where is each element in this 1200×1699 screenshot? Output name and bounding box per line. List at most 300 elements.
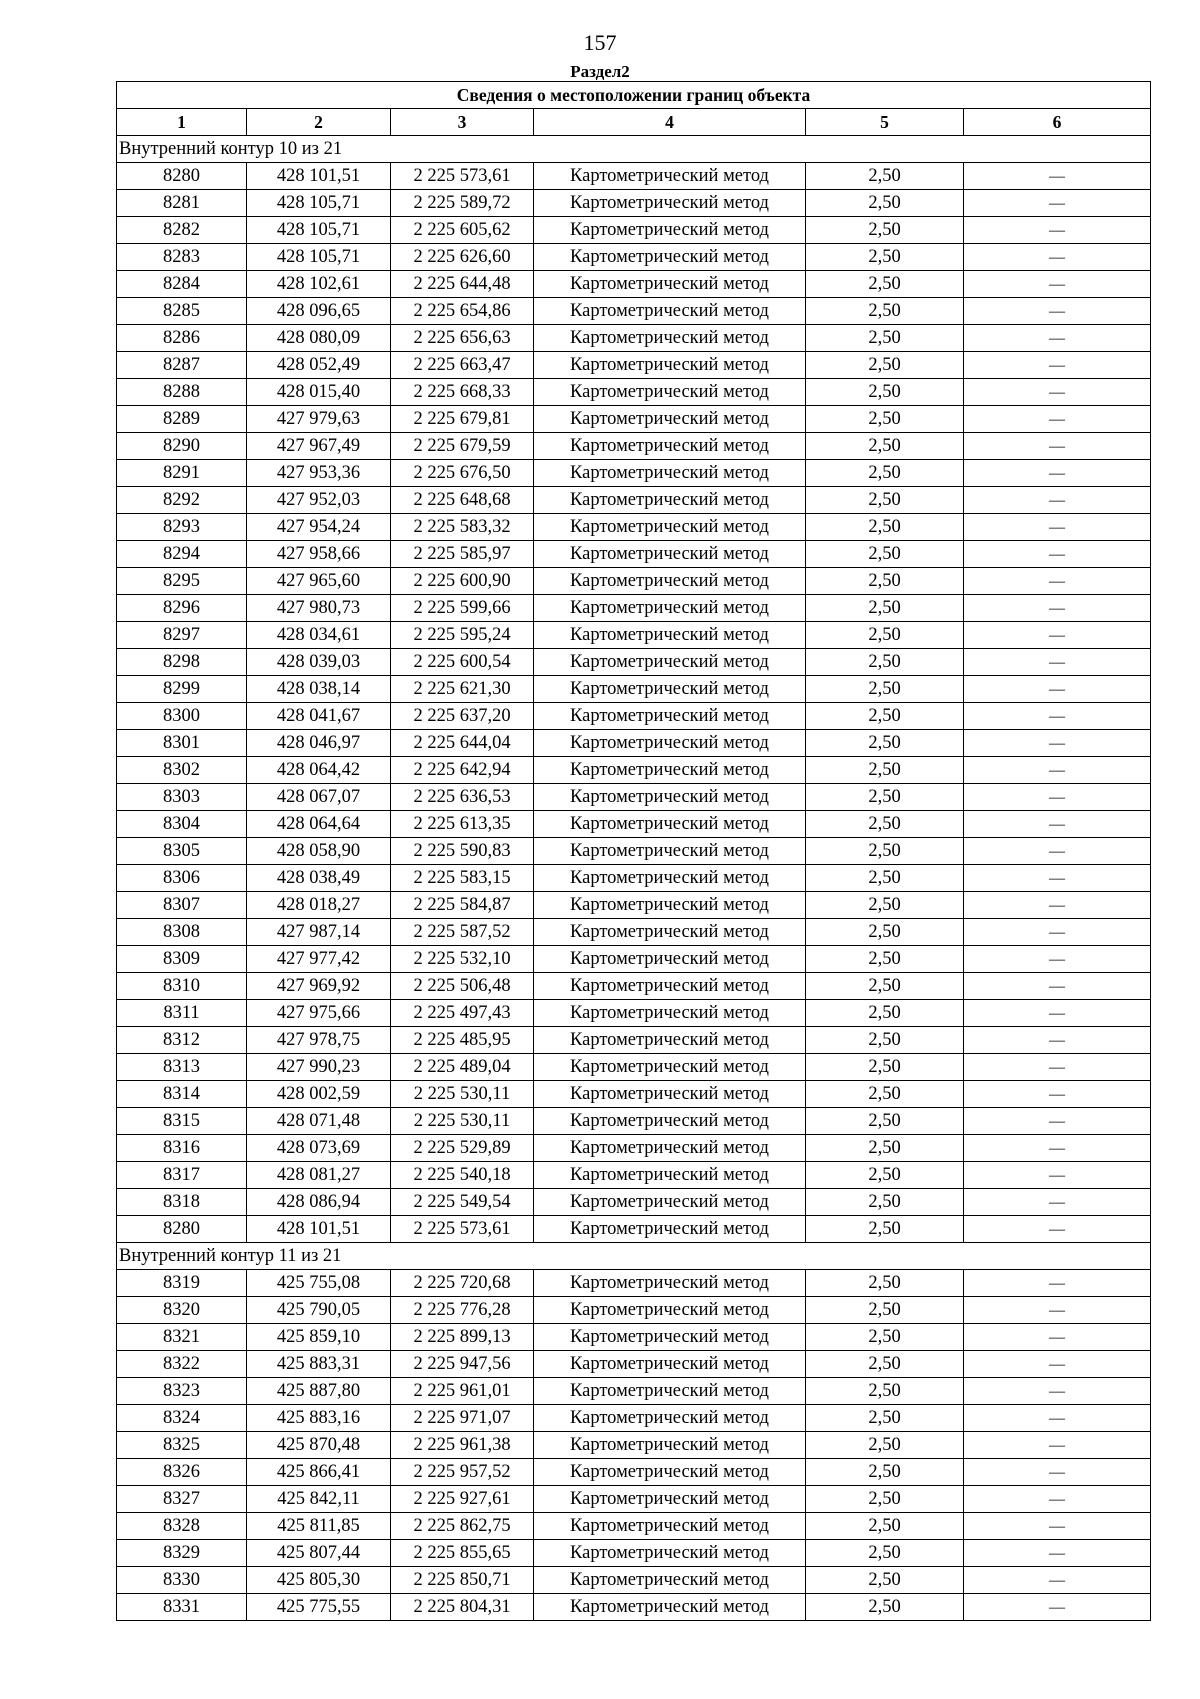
column-number: 1 xyxy=(117,109,247,136)
y-coordinate-cell: 2 225 961,01 xyxy=(391,1378,534,1405)
description-cell: — xyxy=(964,352,1151,379)
x-coordinate-cell: 425 842,11 xyxy=(247,1486,391,1513)
x-coordinate-cell: 428 105,71 xyxy=(247,217,391,244)
y-coordinate-cell: 2 225 804,31 xyxy=(391,1594,534,1621)
accuracy-cell: 2,50 xyxy=(806,622,964,649)
description-cell: — xyxy=(964,838,1151,865)
table-row xyxy=(117,406,1151,433)
y-coordinate-cell: 2 225 679,81 xyxy=(391,406,534,433)
description-cell: — xyxy=(964,1081,1151,1108)
accuracy-cell: 2,50 xyxy=(806,1000,964,1027)
method-cell: Картометрический метод xyxy=(534,1405,806,1432)
table-row xyxy=(117,1459,1151,1486)
x-coordinate-cell: 425 866,41 xyxy=(247,1459,391,1486)
y-coordinate-cell: 2 225 540,18 xyxy=(391,1162,534,1189)
method-cell: Картометрический метод xyxy=(534,1432,806,1459)
point-number-cell: 8285 xyxy=(117,298,247,325)
table-row xyxy=(117,1054,1151,1081)
description-cell: — xyxy=(964,190,1151,217)
table-row xyxy=(117,352,1151,379)
x-coordinate-cell: 428 067,07 xyxy=(247,784,391,811)
description-cell: — xyxy=(964,433,1151,460)
table-row xyxy=(117,271,1151,298)
description-cell: — xyxy=(964,1540,1151,1567)
y-coordinate-cell: 2 225 637,20 xyxy=(391,703,534,730)
method-cell: Картометрический метод xyxy=(534,1459,806,1486)
y-coordinate-cell: 2 225 656,63 xyxy=(391,325,534,352)
y-coordinate-cell: 2 225 529,89 xyxy=(391,1135,534,1162)
method-cell: Картометрический метод xyxy=(534,1513,806,1540)
point-number-cell: 8287 xyxy=(117,352,247,379)
point-number-cell: 8326 xyxy=(117,1459,247,1486)
point-number-cell: 8308 xyxy=(117,919,247,946)
method-cell: Картометрический метод xyxy=(534,514,806,541)
table-row xyxy=(117,757,1151,784)
description-cell: — xyxy=(964,406,1151,433)
description-cell: — xyxy=(964,1432,1151,1459)
table-row xyxy=(117,1567,1151,1594)
accuracy-cell: 2,50 xyxy=(806,946,964,973)
y-coordinate-cell: 2 225 636,53 xyxy=(391,784,534,811)
table-row xyxy=(117,1135,1151,1162)
method-cell: Картометрический метод xyxy=(534,325,806,352)
boundary-coordinates-table xyxy=(116,81,1151,1621)
description-cell: — xyxy=(964,325,1151,352)
table-row xyxy=(117,838,1151,865)
description-cell: — xyxy=(964,298,1151,325)
point-number-cell: 8299 xyxy=(117,676,247,703)
description-cell: — xyxy=(964,244,1151,271)
point-number-cell: 8325 xyxy=(117,1432,247,1459)
point-number-cell: 8290 xyxy=(117,433,247,460)
y-coordinate-cell: 2 225 621,30 xyxy=(391,676,534,703)
y-coordinate-cell: 2 225 585,97 xyxy=(391,541,534,568)
description-cell: — xyxy=(964,217,1151,244)
point-number-cell: 8292 xyxy=(117,487,247,514)
accuracy-cell: 2,50 xyxy=(806,1351,964,1378)
y-coordinate-cell: 2 225 600,54 xyxy=(391,649,534,676)
point-number-cell: 8284 xyxy=(117,271,247,298)
table-row xyxy=(117,703,1151,730)
table-row xyxy=(117,676,1151,703)
y-coordinate-cell: 2 225 584,87 xyxy=(391,892,534,919)
y-coordinate-cell: 2 225 927,61 xyxy=(391,1486,534,1513)
table-row xyxy=(117,649,1151,676)
table-row xyxy=(117,865,1151,892)
x-coordinate-cell: 428 064,42 xyxy=(247,757,391,784)
table-row xyxy=(117,973,1151,1000)
accuracy-cell: 2,50 xyxy=(806,973,964,1000)
y-coordinate-cell: 2 225 583,15 xyxy=(391,865,534,892)
accuracy-cell: 2,50 xyxy=(806,1378,964,1405)
method-cell: Картометрический метод xyxy=(534,433,806,460)
table-row xyxy=(117,298,1151,325)
method-cell: Картометрический метод xyxy=(534,811,806,838)
method-cell: Картометрический метод xyxy=(534,271,806,298)
method-cell: Картометрический метод xyxy=(534,676,806,703)
method-cell: Картометрический метод xyxy=(534,352,806,379)
point-number-cell: 8324 xyxy=(117,1405,247,1432)
table-row xyxy=(117,1540,1151,1567)
accuracy-cell: 2,50 xyxy=(806,892,964,919)
x-coordinate-cell: 428 018,27 xyxy=(247,892,391,919)
method-cell: Картометрический метод xyxy=(534,838,806,865)
point-number-cell: 8309 xyxy=(117,946,247,973)
method-cell: Картометрический метод xyxy=(534,865,806,892)
accuracy-cell: 2,50 xyxy=(806,298,964,325)
x-coordinate-cell: 427 980,73 xyxy=(247,595,391,622)
table-row xyxy=(117,595,1151,622)
column-number-row xyxy=(117,109,1151,136)
accuracy-cell: 2,50 xyxy=(806,1162,964,1189)
point-number-cell: 8280 xyxy=(117,1216,247,1243)
description-cell: — xyxy=(964,1000,1151,1027)
table-row xyxy=(117,1108,1151,1135)
method-cell: Картометрический метод xyxy=(534,1054,806,1081)
accuracy-cell: 2,50 xyxy=(806,1540,964,1567)
point-number-cell: 8293 xyxy=(117,514,247,541)
x-coordinate-cell: 428 015,40 xyxy=(247,379,391,406)
table-body xyxy=(117,136,1151,1621)
table-row xyxy=(117,1405,1151,1432)
y-coordinate-cell: 2 225 485,95 xyxy=(391,1027,534,1054)
y-coordinate-cell: 2 225 668,33 xyxy=(391,379,534,406)
method-cell: Картометрический метод xyxy=(534,487,806,514)
x-coordinate-cell: 425 755,08 xyxy=(247,1270,391,1297)
accuracy-cell: 2,50 xyxy=(806,1405,964,1432)
y-coordinate-cell: 2 225 957,52 xyxy=(391,1459,534,1486)
accuracy-cell: 2,50 xyxy=(806,1081,964,1108)
description-cell: — xyxy=(964,1189,1151,1216)
description-cell: — xyxy=(964,460,1151,487)
description-cell: — xyxy=(964,757,1151,784)
accuracy-cell: 2,50 xyxy=(806,325,964,352)
accuracy-cell: 2,50 xyxy=(806,1486,964,1513)
description-cell: — xyxy=(964,379,1151,406)
table-row xyxy=(117,379,1151,406)
y-coordinate-cell: 2 225 648,68 xyxy=(391,487,534,514)
y-coordinate-cell: 2 225 971,07 xyxy=(391,1405,534,1432)
point-number-cell: 8307 xyxy=(117,892,247,919)
y-coordinate-cell: 2 225 626,60 xyxy=(391,244,534,271)
description-cell: — xyxy=(964,973,1151,1000)
method-cell: Картометрический метод xyxy=(534,649,806,676)
point-number-cell: 8289 xyxy=(117,406,247,433)
table-row xyxy=(117,730,1151,757)
y-coordinate-cell: 2 225 549,54 xyxy=(391,1189,534,1216)
point-number-cell: 8318 xyxy=(117,1189,247,1216)
method-cell: Картометрический метод xyxy=(534,1567,806,1594)
y-coordinate-cell: 2 225 850,71 xyxy=(391,1567,534,1594)
accuracy-cell: 2,50 xyxy=(806,271,964,298)
table-row xyxy=(117,190,1151,217)
point-number-cell: 8301 xyxy=(117,730,247,757)
x-coordinate-cell: 428 086,94 xyxy=(247,1189,391,1216)
x-coordinate-cell: 425 859,10 xyxy=(247,1324,391,1351)
description-cell: — xyxy=(964,892,1151,919)
description-cell: — xyxy=(964,784,1151,811)
x-coordinate-cell: 427 969,92 xyxy=(247,973,391,1000)
accuracy-cell: 2,50 xyxy=(806,1567,964,1594)
table-row xyxy=(117,784,1151,811)
table-row xyxy=(117,892,1151,919)
description-cell: — xyxy=(964,1270,1151,1297)
description-cell: — xyxy=(964,1054,1151,1081)
method-cell: Картометрический метод xyxy=(534,1594,806,1621)
y-coordinate-cell: 2 225 595,24 xyxy=(391,622,534,649)
method-cell: Картометрический метод xyxy=(534,892,806,919)
accuracy-cell: 2,50 xyxy=(806,1027,964,1054)
accuracy-cell: 2,50 xyxy=(806,919,964,946)
point-number-cell: 8300 xyxy=(117,703,247,730)
description-cell: — xyxy=(964,1513,1151,1540)
accuracy-cell: 2,50 xyxy=(806,1189,964,1216)
y-coordinate-cell: 2 225 599,66 xyxy=(391,595,534,622)
table-row xyxy=(117,1324,1151,1351)
description-cell: — xyxy=(964,541,1151,568)
table-row xyxy=(117,1081,1151,1108)
description-cell: — xyxy=(964,1324,1151,1351)
accuracy-cell: 2,50 xyxy=(806,1513,964,1540)
x-coordinate-cell: 428 064,64 xyxy=(247,811,391,838)
table-row xyxy=(117,1594,1151,1621)
table-row xyxy=(117,433,1151,460)
description-cell: — xyxy=(964,1459,1151,1486)
method-cell: Картометрический метод xyxy=(534,244,806,271)
y-coordinate-cell: 2 225 506,48 xyxy=(391,973,534,1000)
point-number-cell: 8321 xyxy=(117,1324,247,1351)
description-cell: — xyxy=(964,1594,1151,1621)
description-cell: — xyxy=(964,595,1151,622)
point-number-cell: 8316 xyxy=(117,1135,247,1162)
x-coordinate-cell: 428 034,61 xyxy=(247,622,391,649)
description-cell: — xyxy=(964,1351,1151,1378)
x-coordinate-cell: 428 002,59 xyxy=(247,1081,391,1108)
accuracy-cell: 2,50 xyxy=(806,595,964,622)
description-cell: — xyxy=(964,271,1151,298)
y-coordinate-cell: 2 225 663,47 xyxy=(391,352,534,379)
description-cell: — xyxy=(964,1486,1151,1513)
method-cell: Картометрический метод xyxy=(534,460,806,487)
x-coordinate-cell: 425 883,31 xyxy=(247,1351,391,1378)
table-row xyxy=(117,1351,1151,1378)
y-coordinate-cell: 2 225 947,56 xyxy=(391,1351,534,1378)
accuracy-cell: 2,50 xyxy=(806,163,964,190)
x-coordinate-cell: 425 805,30 xyxy=(247,1567,391,1594)
accuracy-cell: 2,50 xyxy=(806,487,964,514)
method-cell: Картометрический метод xyxy=(534,1000,806,1027)
x-coordinate-cell: 428 058,90 xyxy=(247,838,391,865)
table-row xyxy=(117,460,1151,487)
x-coordinate-cell: 428 081,27 xyxy=(247,1162,391,1189)
accuracy-cell: 2,50 xyxy=(806,811,964,838)
x-coordinate-cell: 428 071,48 xyxy=(247,1108,391,1135)
method-cell: Картометрический метод xyxy=(534,1135,806,1162)
description-cell: — xyxy=(964,1135,1151,1162)
y-coordinate-cell: 2 225 679,59 xyxy=(391,433,534,460)
y-coordinate-cell: 2 225 587,52 xyxy=(391,919,534,946)
y-coordinate-cell: 2 225 654,86 xyxy=(391,298,534,325)
accuracy-cell: 2,50 xyxy=(806,1297,964,1324)
point-number-cell: 8329 xyxy=(117,1540,247,1567)
y-coordinate-cell: 2 225 644,48 xyxy=(391,271,534,298)
point-number-cell: 8304 xyxy=(117,811,247,838)
x-coordinate-cell: 427 953,36 xyxy=(247,460,391,487)
x-coordinate-cell: 425 775,55 xyxy=(247,1594,391,1621)
description-cell: — xyxy=(964,568,1151,595)
point-number-cell: 8282 xyxy=(117,217,247,244)
description-cell: — xyxy=(964,622,1151,649)
column-number: 2 xyxy=(247,109,391,136)
y-coordinate-cell: 2 225 676,50 xyxy=(391,460,534,487)
description-cell: — xyxy=(964,676,1151,703)
description-cell: — xyxy=(964,514,1151,541)
y-coordinate-cell: 2 225 497,43 xyxy=(391,1000,534,1027)
x-coordinate-cell: 427 990,23 xyxy=(247,1054,391,1081)
point-number-cell: 8288 xyxy=(117,379,247,406)
y-coordinate-cell: 2 225 862,75 xyxy=(391,1513,534,1540)
y-coordinate-cell: 2 225 613,35 xyxy=(391,811,534,838)
method-cell: Картометрический метод xyxy=(534,946,806,973)
accuracy-cell: 2,50 xyxy=(806,1054,964,1081)
method-cell: Картометрический метод xyxy=(534,1108,806,1135)
x-coordinate-cell: 428 039,03 xyxy=(247,649,391,676)
table-row xyxy=(117,1189,1151,1216)
accuracy-cell: 2,50 xyxy=(806,757,964,784)
x-coordinate-cell: 428 041,67 xyxy=(247,703,391,730)
point-number-cell: 8331 xyxy=(117,1594,247,1621)
point-number-cell: 8280 xyxy=(117,163,247,190)
accuracy-cell: 2,50 xyxy=(806,244,964,271)
x-coordinate-cell: 425 790,05 xyxy=(247,1297,391,1324)
point-number-cell: 8303 xyxy=(117,784,247,811)
method-cell: Картометрический метод xyxy=(534,1540,806,1567)
y-coordinate-cell: 2 225 589,72 xyxy=(391,190,534,217)
accuracy-cell: 2,50 xyxy=(806,703,964,730)
y-coordinate-cell: 2 225 605,62 xyxy=(391,217,534,244)
x-coordinate-cell: 427 958,66 xyxy=(247,541,391,568)
y-coordinate-cell: 2 225 573,61 xyxy=(391,163,534,190)
method-cell: Картометрический метод xyxy=(534,919,806,946)
point-number-cell: 8298 xyxy=(117,649,247,676)
x-coordinate-cell: 427 978,75 xyxy=(247,1027,391,1054)
accuracy-cell: 2,50 xyxy=(806,1108,964,1135)
point-number-cell: 8327 xyxy=(117,1486,247,1513)
method-cell: Картометрический метод xyxy=(534,1189,806,1216)
y-coordinate-cell: 2 225 899,13 xyxy=(391,1324,534,1351)
x-coordinate-cell: 425 883,16 xyxy=(247,1405,391,1432)
x-coordinate-cell: 428 080,09 xyxy=(247,325,391,352)
table-row xyxy=(117,919,1151,946)
method-cell: Картометрический метод xyxy=(534,163,806,190)
method-cell: Картометрический метод xyxy=(534,595,806,622)
description-cell: — xyxy=(964,1027,1151,1054)
table-row xyxy=(117,1486,1151,1513)
point-number-cell: 8291 xyxy=(117,460,247,487)
y-coordinate-cell: 2 225 583,32 xyxy=(391,514,534,541)
x-coordinate-cell: 428 105,71 xyxy=(247,190,391,217)
x-coordinate-cell: 425 807,44 xyxy=(247,1540,391,1567)
accuracy-cell: 2,50 xyxy=(806,730,964,757)
accuracy-cell: 2,50 xyxy=(806,1270,964,1297)
method-cell: Картометрический метод xyxy=(534,784,806,811)
table-row xyxy=(117,244,1151,271)
accuracy-cell: 2,50 xyxy=(806,568,964,595)
description-cell: — xyxy=(964,703,1151,730)
table-row xyxy=(117,1216,1151,1243)
table-row xyxy=(117,1270,1151,1297)
x-coordinate-cell: 427 967,49 xyxy=(247,433,391,460)
y-coordinate-cell: 2 225 532,10 xyxy=(391,946,534,973)
method-cell: Картометрический метод xyxy=(534,1216,806,1243)
table-row xyxy=(117,541,1151,568)
x-coordinate-cell: 428 052,49 xyxy=(247,352,391,379)
method-cell: Картометрический метод xyxy=(534,217,806,244)
x-coordinate-cell: 428 101,51 xyxy=(247,1216,391,1243)
table-row xyxy=(117,622,1151,649)
x-coordinate-cell: 427 952,03 xyxy=(247,487,391,514)
method-cell: Картометрический метод xyxy=(534,541,806,568)
column-number: 3 xyxy=(391,109,534,136)
description-cell: — xyxy=(964,1378,1151,1405)
table-row xyxy=(117,217,1151,244)
column-number: 6 xyxy=(964,109,1151,136)
x-coordinate-cell: 428 096,65 xyxy=(247,298,391,325)
x-coordinate-cell: 427 975,66 xyxy=(247,1000,391,1027)
point-number-cell: 8330 xyxy=(117,1567,247,1594)
accuracy-cell: 2,50 xyxy=(806,1459,964,1486)
table-row xyxy=(117,1000,1151,1027)
point-number-cell: 8311 xyxy=(117,1000,247,1027)
table-row xyxy=(117,487,1151,514)
y-coordinate-cell: 2 225 530,11 xyxy=(391,1081,534,1108)
method-cell: Картометрический метод xyxy=(534,568,806,595)
y-coordinate-cell: 2 225 489,04 xyxy=(391,1054,534,1081)
point-number-cell: 8310 xyxy=(117,973,247,1000)
point-number-cell: 8295 xyxy=(117,568,247,595)
x-coordinate-cell: 427 977,42 xyxy=(247,946,391,973)
table-caption: Сведения о местоположении границ объекта xyxy=(117,82,1151,109)
x-coordinate-cell: 428 038,49 xyxy=(247,865,391,892)
description-cell: — xyxy=(964,1297,1151,1324)
accuracy-cell: 2,50 xyxy=(806,1135,964,1162)
method-cell: Картометрический метод xyxy=(534,1324,806,1351)
y-coordinate-cell: 2 225 644,04 xyxy=(391,730,534,757)
point-number-cell: 8283 xyxy=(117,244,247,271)
y-coordinate-cell: 2 225 720,68 xyxy=(391,1270,534,1297)
table-row xyxy=(117,514,1151,541)
description-cell: — xyxy=(964,946,1151,973)
y-coordinate-cell: 2 225 855,65 xyxy=(391,1540,534,1567)
y-coordinate-cell: 2 225 590,83 xyxy=(391,838,534,865)
accuracy-cell: 2,50 xyxy=(806,514,964,541)
y-coordinate-cell: 2 225 642,94 xyxy=(391,757,534,784)
point-number-cell: 8286 xyxy=(117,325,247,352)
accuracy-cell: 2,50 xyxy=(806,541,964,568)
accuracy-cell: 2,50 xyxy=(806,1432,964,1459)
point-number-cell: 8302 xyxy=(117,757,247,784)
accuracy-cell: 2,50 xyxy=(806,1594,964,1621)
accuracy-cell: 2,50 xyxy=(806,784,964,811)
accuracy-cell: 2,50 xyxy=(806,460,964,487)
description-cell: — xyxy=(964,865,1151,892)
table-row xyxy=(117,811,1151,838)
point-number-cell: 8328 xyxy=(117,1513,247,1540)
point-number-cell: 8297 xyxy=(117,622,247,649)
y-coordinate-cell: 2 225 573,61 xyxy=(391,1216,534,1243)
point-number-cell: 8314 xyxy=(117,1081,247,1108)
table-row xyxy=(117,1513,1151,1540)
